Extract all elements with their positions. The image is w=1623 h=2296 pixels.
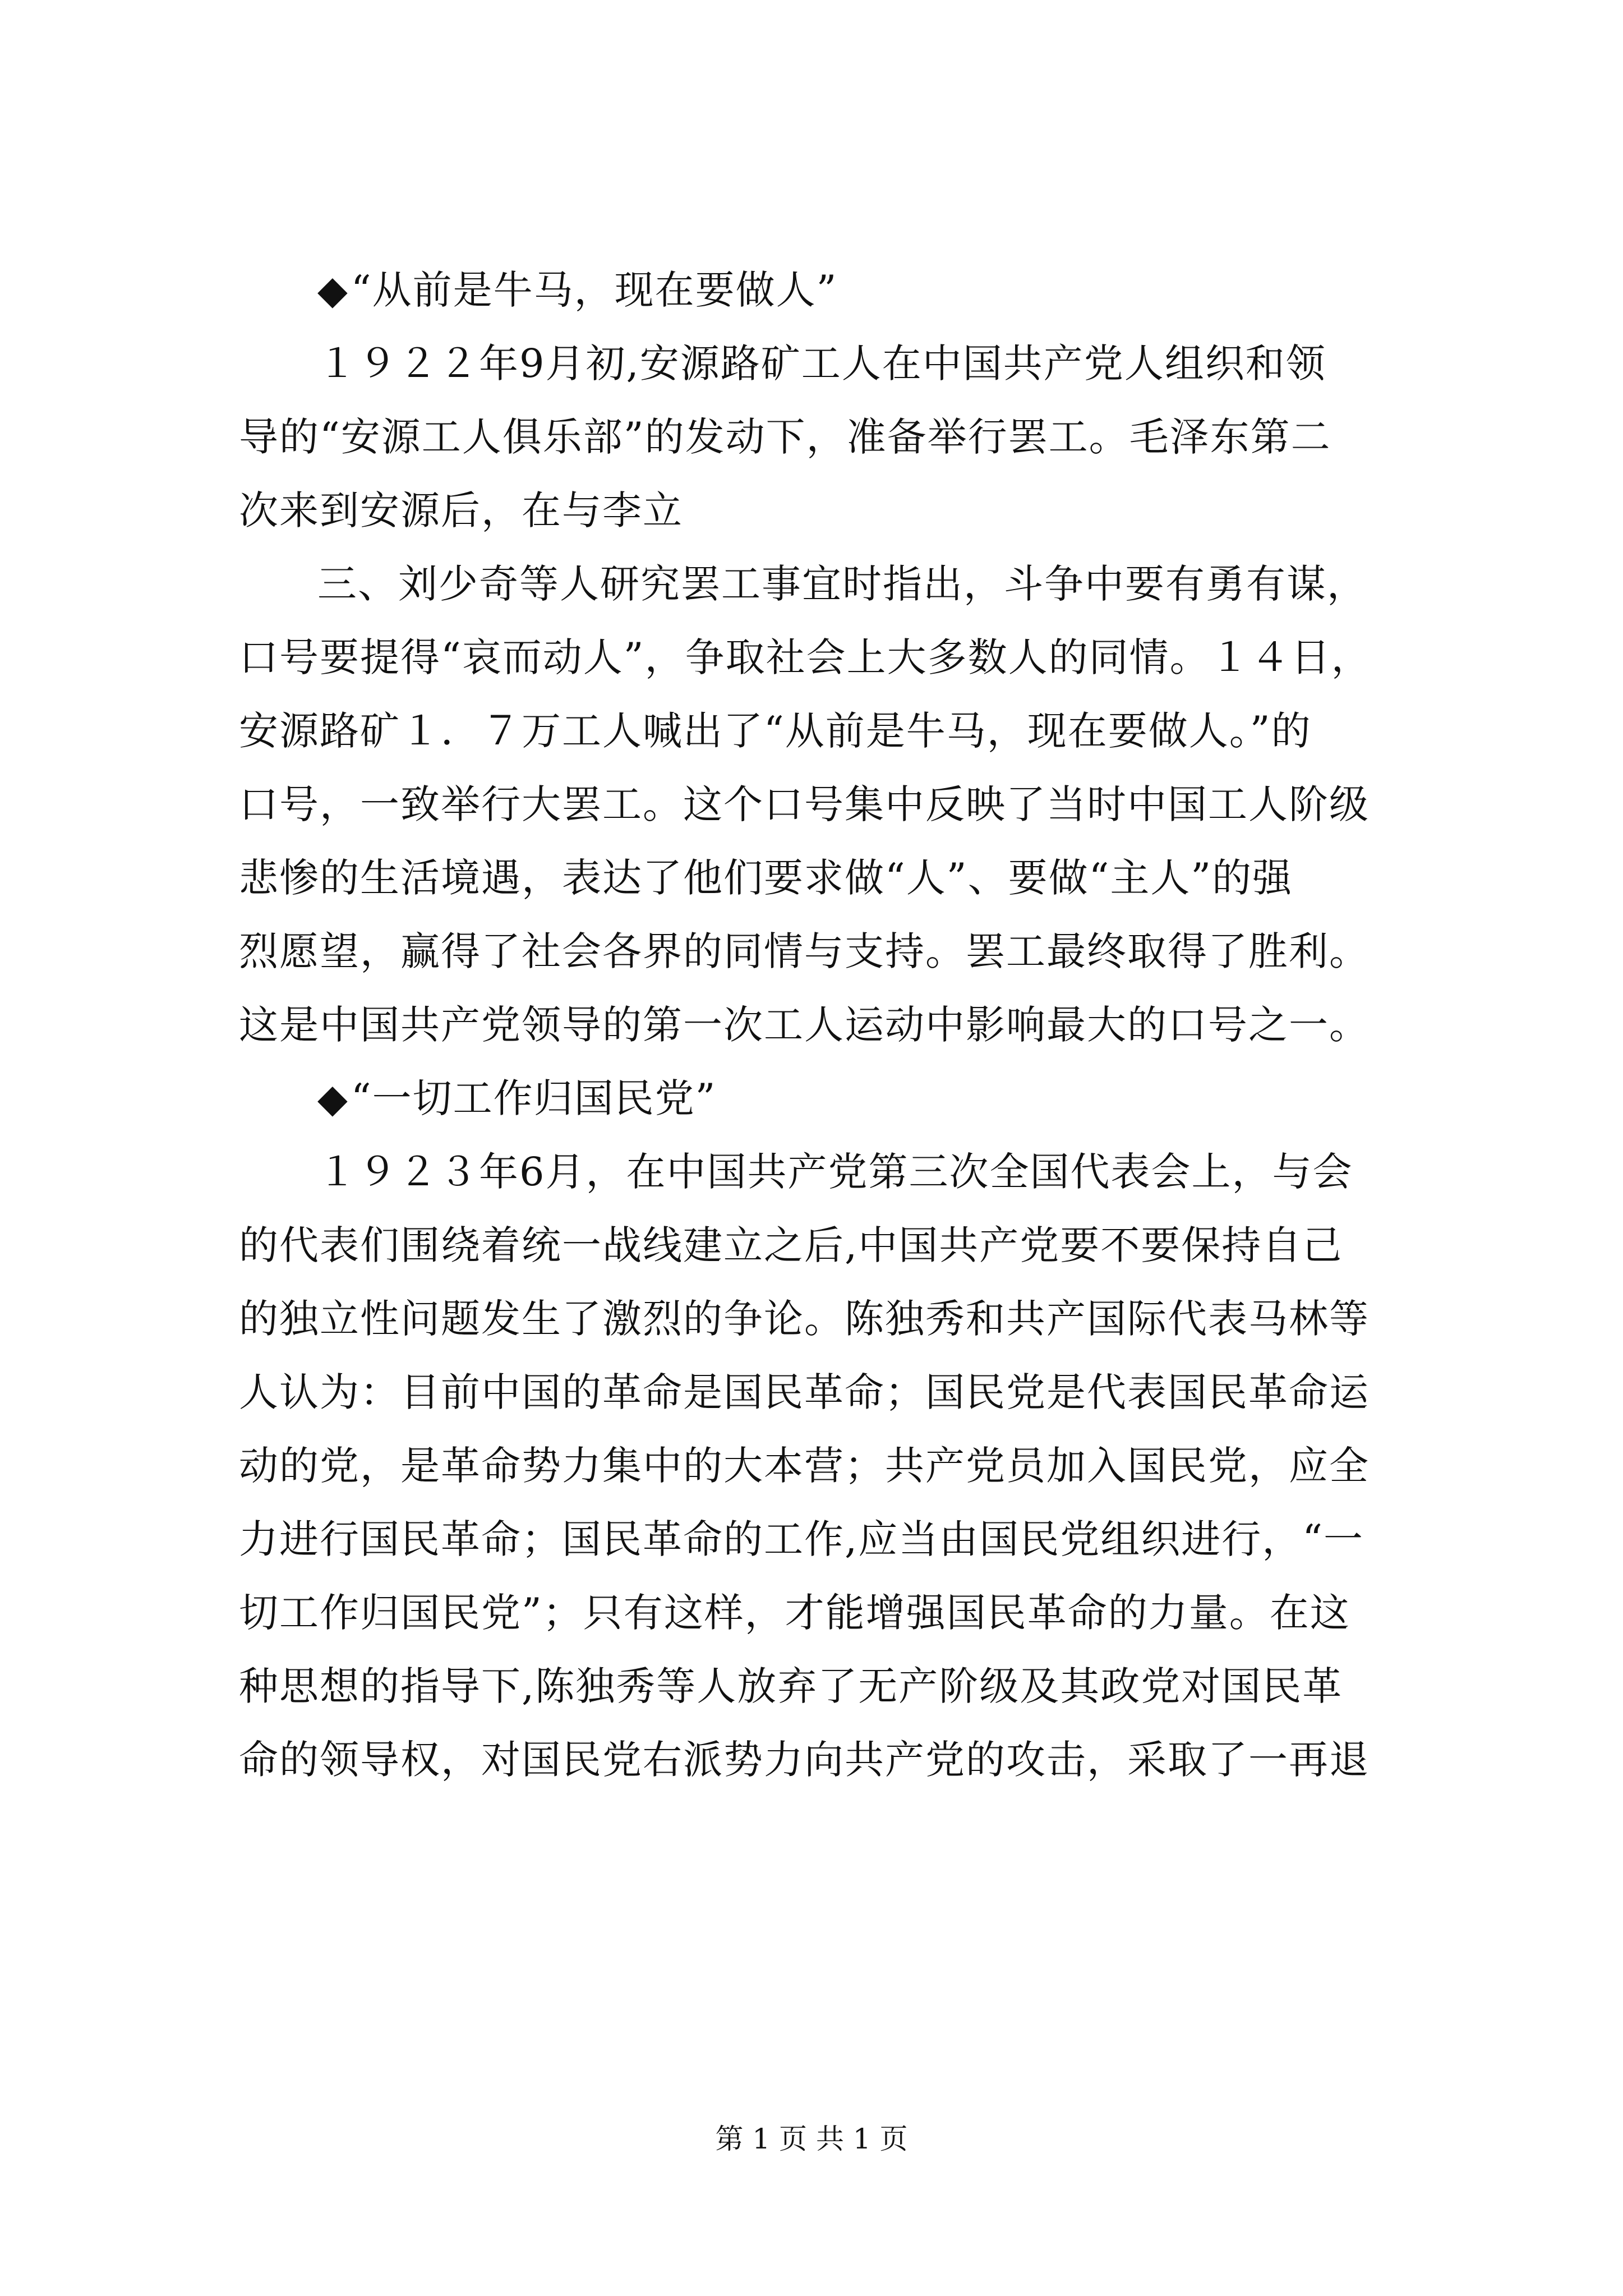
paragraph xyxy=(239,1135,1417,1797)
paragraph-line: 的代表们围绕着统一战线建立之后,中国共产党要不要保持自己 xyxy=(239,1222,1343,1268)
section-heading-text: “一切工作归国民党” xyxy=(351,1075,717,1121)
paragraph-line: 烈愿望，赢得了社会各界的同情与支持。罢工最终取得了胜利。 xyxy=(239,928,1370,974)
section-heading-1 xyxy=(239,254,1417,327)
paragraph-line: １９２２年9月初,安源路矿工人在中国共产党人组织和领 xyxy=(317,341,1326,386)
paragraph-line: 这是中国共产党领导的第一次工人运动中影响最大的口号之一。 xyxy=(239,1002,1370,1048)
paragraph-line: 导的“安源工人俱乐部”的发动下，准备举行罢工。毛泽东第二 xyxy=(239,414,1331,460)
paragraph-line: 的独立性问题发生了激烈的争论。陈独秀和共产国际代表马林等 xyxy=(239,1296,1370,1342)
paragraph-line: 切工作归国民党”；只有这样，才能增强国民革命的力量。在这 xyxy=(239,1590,1350,1636)
paragraph-line: １９２３年6月，在中国共产党第三次全国代表会上，与会 xyxy=(317,1149,1353,1195)
paragraph-line: 三、刘少奇等人研究罢工事宜时指出，斗争中要有勇有谋， xyxy=(317,561,1367,607)
paragraph-line: 口号要提得“哀而动人”，争取社会上大多数人的同情。１４日， xyxy=(239,634,1372,680)
paragraph-line: 次来到安源后，在与李立 xyxy=(239,487,683,533)
paragraph-line: 悲惨的生活境遇，表达了他们要求做“人”、要做“主人”的强 xyxy=(239,855,1293,901)
paragraph-line: 人认为：目前中国的革命是国民革命；国民党是代表国民革命运 xyxy=(239,1369,1370,1415)
paragraph-line: 口号，一致举行大罢工。这个口号集中反映了当时中国工人阶级 xyxy=(239,781,1370,827)
paragraph-line: 动的党，是革命势力集中的大本营；共产党员加入国民党，应全 xyxy=(239,1443,1370,1489)
paragraph-line: 安源路矿１．７万工人喊出了“从前是牛马，现在要做人。”的 xyxy=(239,708,1312,754)
paragraph-line: 命的领导权，对国民党右派势力向共产党的攻击，采取了一再退 xyxy=(239,1737,1370,1783)
paragraph-line: 种思想的指导下,陈独秀等人放弃了无产阶级及其政党对国民革 xyxy=(239,1663,1343,1709)
paragraph xyxy=(239,327,1417,547)
section-heading-2 xyxy=(239,1062,1417,1135)
paragraph-line: 力进行国民革命；国民革命的工作,应当由国民党组织进行，“一 xyxy=(239,1516,1364,1562)
diamond-bullet-icon: ◆ xyxy=(317,1075,349,1121)
page-number-footer: 第 1 页 共 1 页 xyxy=(715,2123,908,2155)
document-body xyxy=(239,254,1417,1797)
diamond-bullet-icon: ◆ xyxy=(317,267,349,313)
paragraph xyxy=(239,547,1417,1062)
section-heading-text: “从前是牛马，现在要做人” xyxy=(351,267,838,313)
